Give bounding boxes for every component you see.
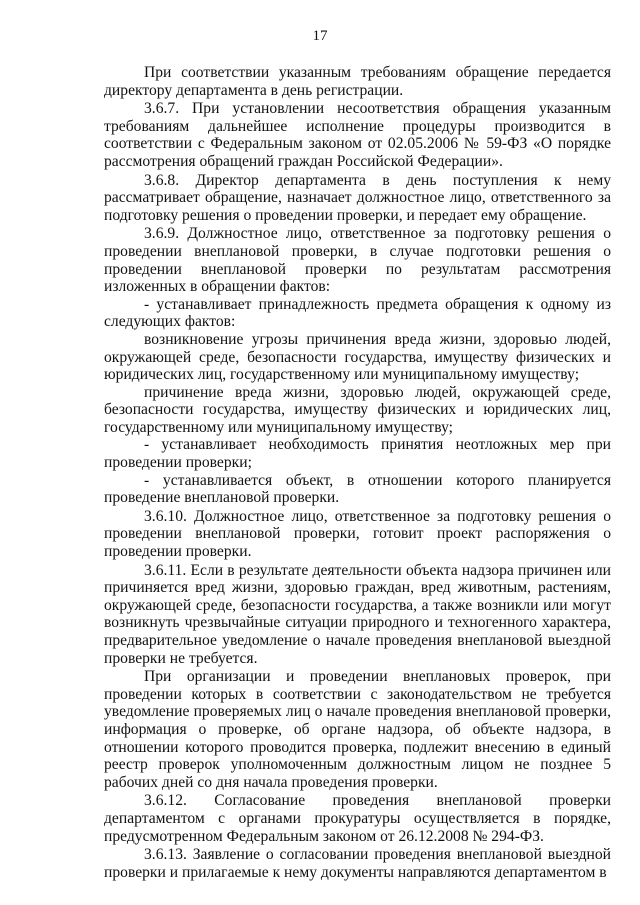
page-number: 17: [312, 28, 328, 44]
paragraph: 3.6.9. Должностное лицо, ответственное за подготовку решения о проведении внеплановой проверки, в случае подготовки решения о проведении внеплановой проверки по результатам рассмотрения изложенных в обращении фактов:: [104, 225, 611, 296]
paragraph: - устанавливается объект, в отношении которого планируется проведение внеплановой проверки.: [104, 471, 611, 507]
paragraph: возникновение угрозы причинения вреда жизни, здоровью людей, окружающей среде, безопасности государства, имуществу физических и юридических лиц, государственному или муниципальному имуществу;: [104, 330, 611, 384]
paragraph: 3.6.13. Заявление о согласовании проведения внеплановой выездной проверки и прилагаемые к нему документы направляются департаментом в: [104, 846, 611, 881]
paragraph: 3.6.10. Должностное лицо, ответственное за подготовку решения о проведении внеплановой проверки, готовит проект распоряжения о проведении проверки.: [104, 507, 611, 561]
paragraph: 3.6.8. Директор департамента в день поступления к нему рассматривает обращение, назначает должностное лицо, ответственного за подготовку решения о проведении проверки, и передает ему обращение.: [104, 171, 611, 224]
paragraph: При соответствии указанным требованиям обращение передается директору департамента в день регистрации.: [104, 64, 611, 99]
document-body: [104, 64, 611, 881]
paragraph: 3.6.11. Если в результате деятельности объекта надзора причинен или причиняется вред жизни, здоровью граждан, вред животным, растениям, окружающей среде, безопасности государства, а также возникли или могут возникнуть чрезвычайные ситуации природного и техногенного характера, предварительное уведомление о начале проведения внеплановой выездной проверки не требуется.: [104, 561, 611, 667]
paragraph: 3.6.12. Согласование проведения внеплановой проверки департаментом с органами прокуратуры осуществляется в порядке, предусмотренном Федеральным законом от 26.12.2008 № 294-ФЗ.: [104, 792, 611, 845]
paragraph: причинение вреда жизни, здоровью людей, окружающей среде, безопасности государства, имуществу физических и юридических лиц, государственному или муниципальному имуществу;: [104, 383, 611, 436]
paragraph: - устанавливает необходимость принятия неотложных мер при проведении проверки;: [104, 436, 611, 472]
paragraph: При организации и проведении внеплановых проверок, при проведении которых в соответствии с законодательством не требуется уведомление проверяемых лиц о начале проведения внеплановой проверки, информация о проверке, об органе надзора, об объекте надзора, в отношении которого проводится проверка, подлежит внесению в единый реестр проверок уполномоченным должностным лицом не позднее 5 рабочих дней со дня начала проведения проверки.: [104, 668, 611, 791]
paragraph: 3.6.7. При установлении несоответствия обращения указанным требованиям дальнейшее исполнение процедуры производится в соответствии с Федеральным законом от 02.05.2006 № 59-ФЗ «О порядке рассмотрения обращений граждан Российской Федерации».: [104, 100, 611, 170]
paragraph: - устанавливает принадлежность предмета обращения к одному из следующих фактов:: [104, 295, 611, 331]
